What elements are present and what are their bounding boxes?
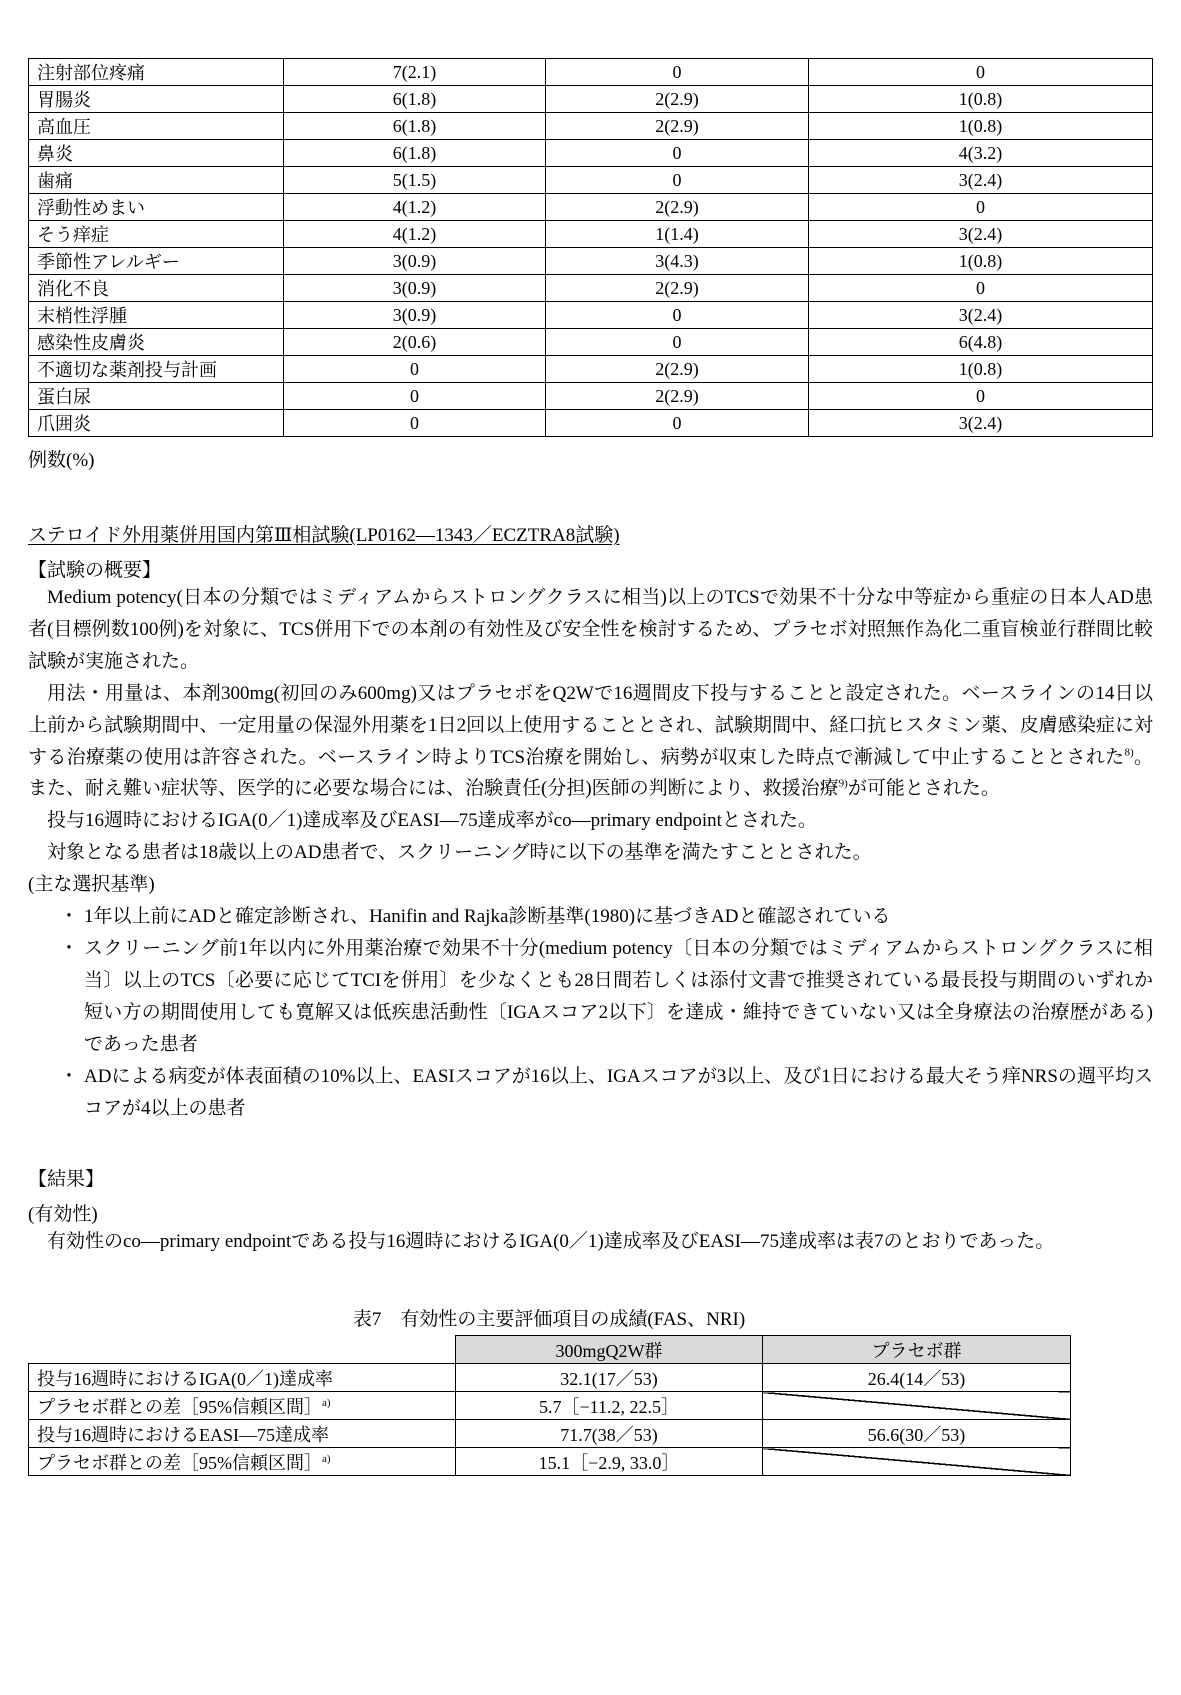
bullet-icon: ・ (59, 906, 79, 928)
not-applicable-cell (763, 1392, 1071, 1420)
table-cell: 15.1［−2.9, 33.0］ (456, 1448, 763, 1476)
table-cell: 0 (809, 275, 1153, 302)
overview-paragraph-3: 投与16週時におけるIGA(0／1)達成率及びEASI—75達成率がco—primary endpointとされた。 (47, 810, 817, 832)
table-cell: 1(0.8) (809, 248, 1153, 275)
adverse-event-name: 浮動性めまい (29, 194, 284, 221)
table-cell: 3(2.4) (809, 410, 1153, 437)
bullet-icon: ・ (59, 937, 79, 959)
table-cell: 2(2.9) (546, 383, 809, 410)
table-row (29, 248, 1153, 275)
table-cell: 2(0.6) (284, 329, 546, 356)
overview-paragraph-1: Medium potency(日本の分類ではミディアムからストロングクラスに相当)以上のTCSで効果不十分な中等症から重症の日本人AD患者(目標例数100例)を対象に、TCS併用下での本剤の有効性及び安全性を検討するため、プラセボ対照無作為化二重盲検並行群間比較試験が実施された。 (28, 587, 1153, 672)
table-cell: 0 (546, 59, 809, 86)
paragraph-text: が可能とされた。 (847, 778, 1000, 800)
table-cell: 2(2.9) (546, 113, 809, 140)
adverse-event-name: 胃腸炎 (29, 86, 284, 113)
table-cell: 2(2.9) (546, 356, 809, 383)
table-cell: 6(1.8) (284, 86, 546, 113)
adverse-event-name: 不適切な薬剤投与計画 (29, 356, 284, 383)
table-cell: 6(1.8) (284, 140, 546, 167)
bullet-icon: ・ (59, 1065, 79, 1087)
row-label: プラセボ群との差［95%信頼区間］$^{a)}$ (29, 1392, 456, 1420)
overview-title: 【試験の概要】 (28, 560, 162, 581)
table-cell: 3(2.4) (809, 221, 1153, 248)
table-cell: 0 (284, 383, 546, 410)
table-cell: 0 (809, 194, 1153, 221)
table-row (29, 329, 1153, 356)
not-applicable-cell (763, 1448, 1071, 1476)
trial-section-heading: ステロイド外用薬併用国内第Ⅲ相試験(LP0162—1343／ECZTRA8試験) (28, 525, 620, 546)
footnote-ref-a: a) (322, 1396, 331, 1409)
table7-caption: 表7 有効性の主要評価項目の成績(FAS、NRI) (352, 1309, 746, 1331)
overview-paragraph-2 (28, 678, 1153, 806)
table-cell: 26.4(14／53) (763, 1364, 1071, 1392)
footnote-ref-9: 9) (838, 778, 848, 791)
criteria-text: ADによる病変が体表面積の10%以上、EASIスコアが16以上、IGAスコアが3以上、及び1日における最大そう痒NRSの週平均スコアが4以上の患者 (84, 1065, 1153, 1119)
table-cell: 1(0.8) (809, 113, 1153, 140)
paragraph-text: 用法・用量は、本剤300mg(初回のみ600mg)又はプラセボをQ2Wで16週間皮下投与することと設定された。ベースラインの14日以上前から試験期間中、一定用量の保湿外用薬を1日2回以上使用することとされ、試験期間中、経口抗ヒスタミン薬、皮膚感染症に対する治療薬の使用は許容された。ベースライン時よりTCS治療を開始し、病勢が収束した時点で漸減して中止することとされた (28, 682, 1153, 768)
empty-corner-cell (29, 1336, 456, 1364)
table-cell: 0 (546, 410, 809, 437)
column-header-placebo: プラセボ群 (763, 1336, 1071, 1364)
table-cell: 0 (546, 140, 809, 167)
table-cell: 4(1.2) (284, 194, 546, 221)
table-cell: 0 (284, 356, 546, 383)
footnote-ref-a: a) (322, 1452, 331, 1465)
table-cell: 3(0.9) (284, 302, 546, 329)
column-header-300mgq2w: 300mgQ2W群 (456, 1336, 763, 1364)
table-cell: 3(0.9) (284, 275, 546, 302)
table-cell: 2(2.9) (546, 275, 809, 302)
efficacy-results-table (28, 1335, 1071, 1476)
paragraph-text: 。また、耐え難い症状等、医学的に必要な場合には、治験責任(分担)医師の判断により、救援治療 (28, 746, 1153, 800)
criteria-item (28, 901, 1153, 933)
table-footnote: 例数(%) (28, 450, 95, 471)
table-row (29, 1392, 1071, 1420)
results-paragraph: 有効性のco—primary endpointである投与16週時におけるIGA(0／1)達成率及びEASI—75達成率は表7のとおりであった。 (47, 1231, 1055, 1253)
table-row (29, 221, 1153, 248)
criteria-item (28, 933, 1153, 1061)
table-row (29, 1364, 1071, 1392)
table-cell: 0 (546, 329, 809, 356)
adverse-event-name: 感染性皮膚炎 (29, 329, 284, 356)
table-cell: 3(2.4) (809, 167, 1153, 194)
table-row (29, 410, 1153, 437)
table-cell: 1(1.4) (546, 221, 809, 248)
table-cell: 4(3.2) (809, 140, 1153, 167)
efficacy-title: (有効性) (28, 1204, 98, 1226)
table-cell: 3(0.9) (284, 248, 546, 275)
criteria-text: 1年以上前にADと確定診断され、Hanifin and Rajka診断基準(1980)に基づきADと確認されている (84, 906, 891, 928)
adverse-event-table (28, 58, 1153, 437)
overview-paragraph-4: 対象となる患者は18歳以上のAD患者で、スクリーニング時に以下の基準を満たすこととされた。 (47, 842, 872, 864)
table-cell: 0 (284, 410, 546, 437)
table-cell: 3(2.4) (809, 302, 1153, 329)
table-row (29, 113, 1153, 140)
table-cell: 4(1.2) (284, 221, 546, 248)
adverse-event-name: 末梢性浮腫 (29, 302, 284, 329)
table-row (29, 167, 1153, 194)
table-cell: 1(0.8) (809, 86, 1153, 113)
table-cell: 7(2.1) (284, 59, 546, 86)
row-label: プラセボ群との差［95%信頼区間］$^{a)}$ (29, 1448, 456, 1476)
table-cell: 0 (546, 167, 809, 194)
table-cell: 2(2.9) (546, 194, 809, 221)
table-row (29, 356, 1153, 383)
table-cell: 0 (546, 302, 809, 329)
criteria-text: スクリーニング前1年以内に外用薬治療で効果不十分(medium potency〔日本の分類ではミディアムからストロングクラスに相当〕以上のTCS〔必要に応じてTCIを併用〕を少なくとも28日間若しくは添付文書で推奨されている最長投与期間のいずれか短い方の期間使用しても寛解又は低疾患活動性〔IGAスコア2以下〕を達成・維持できていない又は全身療法の治療歴がある)であった患者 (84, 937, 1153, 1055)
criteria-title: (主な選択基準) (28, 874, 155, 896)
table-row (29, 1420, 1071, 1448)
table-row (29, 302, 1153, 329)
adverse-event-name: 消化不良 (29, 275, 284, 302)
table-cell: 5(1.5) (284, 167, 546, 194)
table-cell: 71.7(38／53) (456, 1420, 763, 1448)
table-row (29, 194, 1153, 221)
table-cell: 32.1(17／53) (456, 1364, 763, 1392)
table-cell: 1(0.8) (809, 356, 1153, 383)
table-row (29, 86, 1153, 113)
table-row (29, 140, 1153, 167)
table-row (29, 59, 1153, 86)
table-row (29, 383, 1153, 410)
adverse-event-name: 注射部位疼痛 (29, 59, 284, 86)
footnote-ref-8: 8) (1124, 746, 1134, 759)
criteria-item (28, 1061, 1153, 1125)
table-header-row (29, 1336, 1071, 1364)
adverse-event-name: そう痒症 (29, 221, 284, 248)
adverse-event-name: 高血圧 (29, 113, 284, 140)
row-label: 投与16週時におけるEASI—75達成率 (29, 1420, 456, 1448)
row-label: 投与16週時におけるIGA(0／1)達成率 (29, 1364, 456, 1392)
table-cell: 5.7［−11.2, 22.5］ (456, 1392, 763, 1420)
table-cell: 0 (809, 383, 1153, 410)
adverse-event-name: 蛋白尿 (29, 383, 284, 410)
table-cell: 3(4.3) (546, 248, 809, 275)
adverse-event-name: 鼻炎 (29, 140, 284, 167)
adverse-event-name: 季節性アレルギー (29, 248, 284, 275)
table-cell: 6(4.8) (809, 329, 1153, 356)
table-row (29, 1448, 1071, 1476)
adverse-event-name: 歯痛 (29, 167, 284, 194)
table-cell: 6(1.8) (284, 113, 546, 140)
results-title: 【結果】 (28, 1169, 105, 1191)
table-cell: 0 (809, 59, 1153, 86)
table-cell: 2(2.9) (546, 86, 809, 113)
table-cell: 56.6(30／53) (763, 1420, 1071, 1448)
adverse-event-name: 爪囲炎 (29, 410, 284, 437)
table-row (29, 275, 1153, 302)
